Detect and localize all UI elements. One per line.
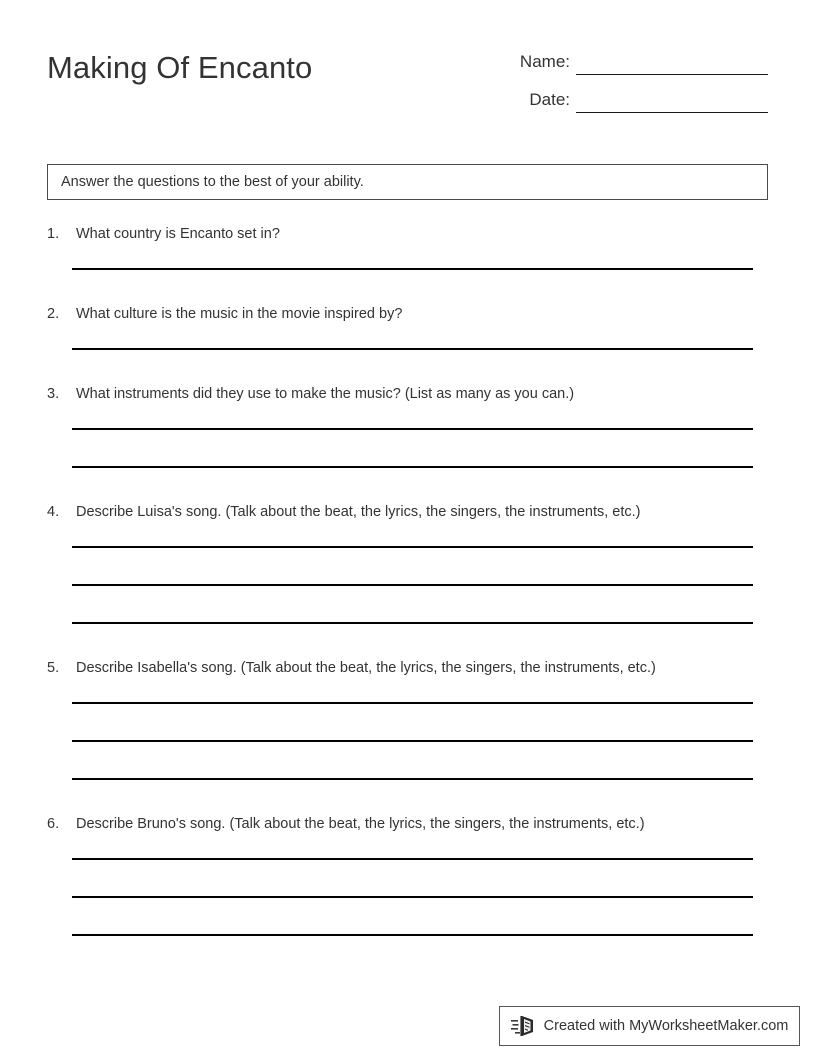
question-text: What country is Encanto set in? (76, 226, 280, 242)
date-field-row (490, 88, 780, 126)
answer-line[interactable] (72, 702, 753, 704)
question-text: Describe Bruno's song. (Talk about the beat, the lyrics, the singers, the instruments, etc.) (76, 816, 645, 832)
question-text: What instruments did they use to make the music? (List as many as you can.) (76, 386, 575, 402)
answer-line[interactable] (72, 348, 753, 350)
question-text: What culture is the music in the movie inspired by? (76, 306, 403, 322)
answer-lines (0, 252, 816, 274)
question-text: Describe Isabella's song. (Talk about the beat, the lyrics, the singers, the instruments, etc.) (76, 660, 656, 676)
name-field-label: Name: (519, 52, 570, 71)
question-header (0, 812, 816, 842)
question-number: 3. (47, 386, 60, 402)
question-item (0, 812, 816, 940)
answer-line[interactable] (72, 934, 753, 936)
worksheet-maker-badge[interactable] (499, 1006, 800, 1046)
date-input-line[interactable] (576, 112, 768, 113)
question-header (0, 500, 816, 530)
question-number: 6. (47, 816, 60, 832)
worksheet-header (0, 0, 816, 140)
answer-line[interactable] (72, 896, 753, 898)
answer-lines (0, 412, 816, 472)
answer-line[interactable] (72, 428, 753, 430)
question-item (0, 656, 816, 784)
question-header (0, 382, 816, 412)
question-item (0, 222, 816, 274)
answer-line[interactable] (72, 622, 753, 624)
badge-content (500, 1007, 799, 1045)
worksheet-maker-logo-icon (511, 1015, 537, 1037)
questions-list (0, 222, 816, 968)
instructions-box (47, 164, 768, 200)
question-number: 1. (47, 226, 60, 242)
answer-lines (0, 332, 816, 354)
question-number: 4. (47, 504, 60, 520)
question-item (0, 302, 816, 354)
question-header (0, 656, 816, 686)
instructions-text: Answer the questions to the best of your ability. (61, 174, 364, 190)
page-title: Making Of Encanto (47, 50, 313, 85)
answer-line[interactable] (72, 584, 753, 586)
answer-lines (0, 686, 816, 784)
answer-line[interactable] (72, 858, 753, 860)
question-header (0, 222, 816, 252)
answer-line[interactable] (72, 778, 753, 780)
name-input-line[interactable] (576, 74, 768, 75)
question-number: 5. (47, 660, 60, 676)
badge-label: Created with MyWorksheetMaker.com (543, 1018, 789, 1034)
date-field-label: Date: (529, 90, 570, 109)
question-item (0, 500, 816, 628)
answer-line[interactable] (72, 466, 753, 468)
question-number: 2. (47, 306, 60, 322)
name-field-row (490, 50, 780, 88)
question-header (0, 302, 816, 332)
answer-line[interactable] (72, 546, 753, 548)
question-item (0, 382, 816, 472)
answer-lines (0, 842, 816, 940)
student-info-fields (490, 50, 780, 126)
question-text: Describe Luisa's song. (Talk about the beat, the lyrics, the singers, the instruments, etc.) (76, 504, 641, 520)
answer-line[interactable] (72, 268, 753, 270)
answer-lines (0, 530, 816, 628)
answer-line[interactable] (72, 740, 753, 742)
